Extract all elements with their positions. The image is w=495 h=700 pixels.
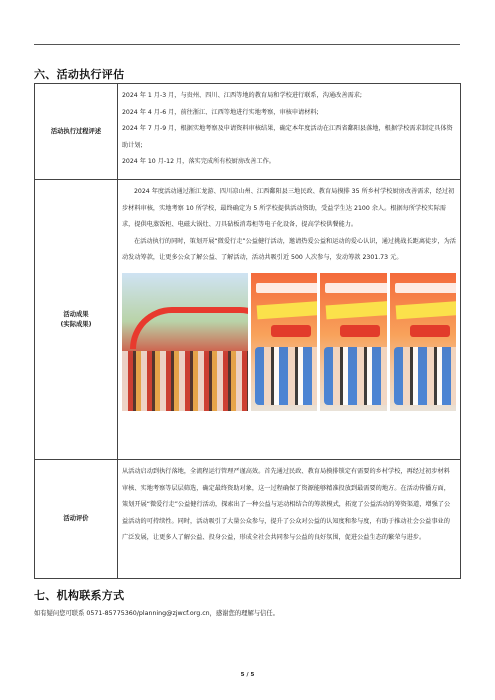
poster-children-graphic <box>255 347 317 405</box>
evaluation-table <box>34 83 461 579</box>
section-title-evaluation: 六、活动执行评估 <box>34 68 125 81</box>
start-arch-graphic <box>130 307 248 349</box>
photo-strip <box>122 273 456 411</box>
poster-title-graphic <box>395 283 456 293</box>
poster-banner-graphic <box>395 301 456 320</box>
process-line: 2024 年 4 月-6 月，前往浙江、江西等地进行实地考察，审核申请材料; <box>122 108 319 116</box>
contact-note: 如有疑问您可联系 0571-85775360/planning@zjwcf.org.cn，感谢您的理解与信任。 <box>34 610 279 617</box>
poster-tag-graphic <box>340 325 380 337</box>
evaluation-text: 从活动启动到执行落地，全流程运行管理严谨高效。首先通过民政、教育局摸排锁定有需要的乡村学校，再经过初步材料审核、实地考察等层层筛选，确定最终资助对象，这一过程确保了资源能够精准投放到最需要的地方。在活动传播方面，策划开展“微爱行走”公益健行活动，探索出了一种公益与运动相结合的筹款模式，拓宽了公益活动的筹资渠道，增强了公益活动的可持续性。同时，活动吸引了大量公众参与，提升了公众对公益的认知度和参与度，有助于推动社会公益事业的广泛发展，让更多人了解公益、投身公益，形成全社会共同参与公益的良好氛围，促进公益生态的繁荣与进步。 <box>122 468 451 542</box>
results-label-line1: 活动成果 <box>63 310 89 318</box>
runners-crowd-graphic <box>122 351 248 411</box>
results-label-line2: (实际成果) <box>60 320 92 328</box>
section-title-contact: 七、机构联系方式 <box>34 589 125 602</box>
row-label-results <box>35 180 118 460</box>
page-number: 5 / 5 <box>240 672 255 678</box>
table-row <box>35 180 461 460</box>
results-paragraph-2: 在活动执行的同时，策划开展“微爱行走”公益健行活动，邀请热爱公益和运动的爱心认识，通过挑战长距离徒步，为活动发动筹款，让更多公众了解公益、了解活动，活动共吸引近 500 人次参与，发动筹款 2301.73 元。 <box>122 237 456 262</box>
process-line: 2024 年 10 月-12 月，落实完成所有校厨房改善工作。 <box>122 158 275 166</box>
poster-children-graphic <box>324 347 386 405</box>
process-line: 2024 年 1 月-3 月，与贵州、四川、江西等地的教育局和学校进行联系，沟通改善需求; <box>122 92 362 99</box>
poster-title-graphic <box>256 283 317 293</box>
table-row <box>35 460 461 579</box>
poster-banner-graphic <box>326 301 387 320</box>
header-rule <box>34 44 460 45</box>
poster-tag-graphic <box>410 325 450 337</box>
poster-tag-graphic <box>271 325 311 337</box>
process-line: 2024 年 7 月-9 月，根据实地考察及申请资料审核结果，确定本年度活动在江西省鄱阳县落地，根据学校需求制定具体资助计划; <box>122 125 453 149</box>
running-event-photo <box>122 273 248 411</box>
row-label-evaluation: 活动评价 <box>35 460 118 579</box>
campaign-poster-3 <box>390 273 456 411</box>
results-paragraph-1: 2024 年度活动通过浙江龙游、四川凉山州、江西鄱阳县三地民政、教育局摸排 35 所乡村学校厨房改善需求，经过初步材料审核，实地考察 10 所学校，最终确定为 5 所学校提供活动资助，受益学生达 2100 余人。根据每所学校实际需求，提供电蒸饭柜、电磁大锅灶、刀具砧板消毒柜等电子化设备，提高学校供餐能力。 <box>122 188 455 229</box>
process-review-cell <box>118 84 461 180</box>
campaign-poster-2 <box>320 273 386 411</box>
campaign-poster-1 <box>251 273 317 411</box>
poster-children-graphic <box>394 347 456 405</box>
row-label-process: 活动执行过程评述 <box>35 84 118 180</box>
results-cell <box>118 180 461 460</box>
poster-title-graphic <box>325 283 386 293</box>
evaluation-cell <box>118 460 461 579</box>
table-row <box>35 84 461 180</box>
poster-banner-graphic <box>256 301 317 320</box>
